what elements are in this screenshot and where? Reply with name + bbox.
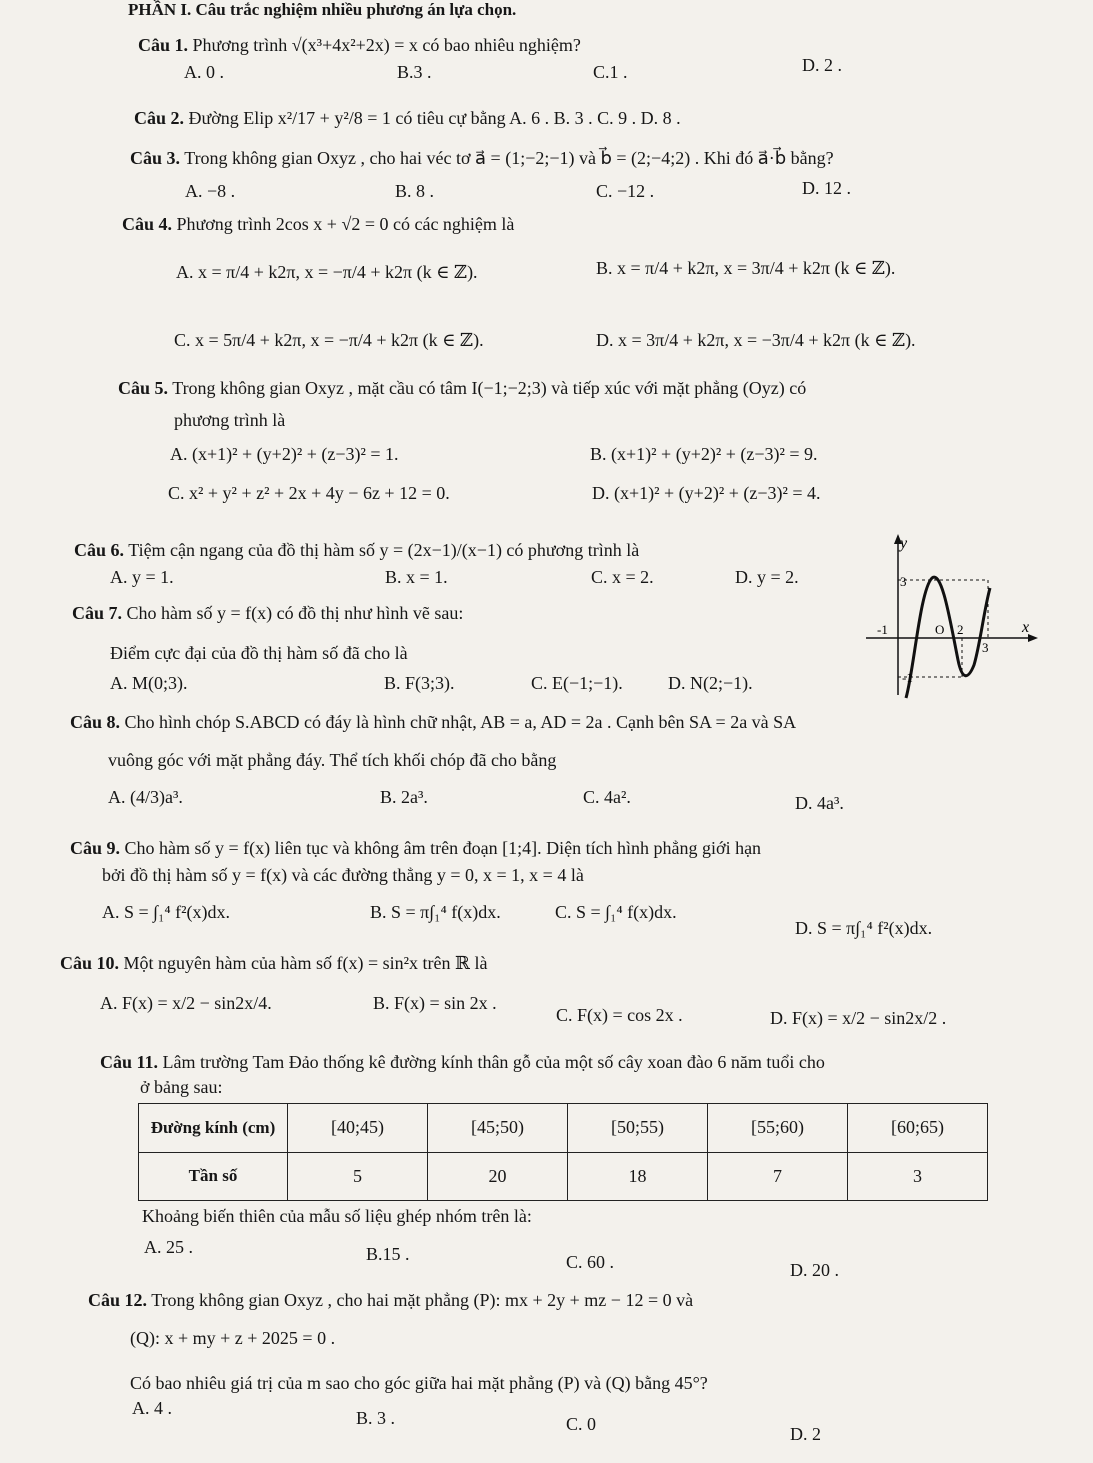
question-10 xyxy=(60,953,487,974)
question-11-text-line3: Khoảng biến thiên của mẫu số liệu ghép nhóm trên là: xyxy=(142,1206,532,1226)
question-11 xyxy=(100,1052,825,1073)
q9-option-a: A. S = ∫₁⁴ f²(x)dx. xyxy=(102,902,231,922)
q6-option-a: A. y = 1. xyxy=(110,567,174,587)
table-cell-freq: 7 xyxy=(708,1152,848,1201)
question-8-text: Cho hình chóp S.ABCD có đáy là hình chữ nhật, AB = a, AD = 2a . Cạnh bên SA = 2a và SA xyxy=(124,712,797,732)
q3-option-b: B. 8 . xyxy=(395,181,435,201)
question-12-text-line2: (Q): x + my + z + 2025 = 0 . xyxy=(130,1328,336,1348)
question-7-number: Câu 7. xyxy=(72,603,123,623)
q11-option-b: B.15 . xyxy=(366,1244,410,1264)
q8-option-a: A. (4/3)a³. xyxy=(108,787,183,807)
question-9 xyxy=(70,838,761,859)
table-cell-freq: 3 xyxy=(848,1152,988,1201)
question-9-number: Câu 9. xyxy=(70,838,121,858)
question-12-text-line3: Có bao nhiêu giá trị của m sao cho góc giữa hai mặt phẳng (P) và (Q) bằng 45°? xyxy=(130,1373,708,1393)
graph-tick-y-neg1: -1 xyxy=(902,670,913,685)
graph-x-label: x xyxy=(1022,619,1030,636)
graph-tick-x-neg1: -1 xyxy=(877,622,888,637)
q3-option-a: A. −8 . xyxy=(185,181,236,201)
question-3 xyxy=(130,148,834,169)
question-8-text-line2: vuông góc với mặt phẳng đáy. Thể tích khối chóp đã cho bằng xyxy=(108,750,557,770)
question-2-text: Đường Elip x²/17 + y²/8 = 1 có tiêu cự bằng A. 6 . B. 3 . C. 9 . D. 8 . xyxy=(188,108,681,128)
q1-option-b: B.3 . xyxy=(397,62,432,82)
q4-option-d: D. x = 3π/4 + k2π, x = −3π/4 + k2π (k ∈ ℤ). xyxy=(596,330,916,350)
q11-option-c: C. 60 . xyxy=(566,1252,615,1272)
question-3-number: Câu 3. xyxy=(130,148,181,168)
question-5 xyxy=(118,378,806,399)
question-6-number: Câu 6. xyxy=(74,540,125,560)
q9-option-b: B. S = π∫₁⁴ f(x)dx. xyxy=(370,902,501,922)
graph-tick-y3: 3 xyxy=(900,574,907,589)
question-1 xyxy=(138,35,581,56)
q5-option-a: A. (x+1)² + (y+2)² + (z−3)² = 1. xyxy=(170,444,399,464)
question-11-text: Lâm trường Tam Đảo thống kê đường kính thân gỗ của một số cây xoan đào 6 năm tuổi cho xyxy=(162,1052,825,1072)
q12-option-c: C. 0 xyxy=(566,1414,597,1434)
table-cell-class: [45;50) xyxy=(428,1104,568,1153)
q12-option-a: A. 4 . xyxy=(132,1398,172,1418)
q11-option-a: A. 25 . xyxy=(144,1237,193,1257)
q6-option-b: B. x = 1. xyxy=(385,567,448,587)
graph-tick-x2: 2 xyxy=(957,622,964,637)
table-header-frequency: Tần số xyxy=(139,1152,288,1201)
table-cell-freq: 5 xyxy=(288,1152,428,1201)
q9-option-d: D. S = π∫₁⁴ f²(x)dx. xyxy=(795,918,933,938)
q6-option-d: D. y = 2. xyxy=(735,567,799,587)
table-cell-class: [50;55) xyxy=(568,1104,708,1153)
q1-option-a: A. 0 . xyxy=(184,62,224,82)
question-8 xyxy=(70,712,796,733)
q4-option-c: C. x = 5π/4 + k2π, x = −π/4 + k2π (k ∈ ℤ). xyxy=(174,330,484,350)
section-header: PHẦN I. Câu trắc nghiệm nhiều phương án lựa chọn. xyxy=(128,0,517,19)
question-2 xyxy=(134,108,681,129)
question-12-text: Trong không gian Oxyz , cho hai mặt phẳng (P): mx + 2y + mz − 12 = 0 và xyxy=(151,1290,694,1310)
q3-option-c: C. −12 . xyxy=(596,181,655,201)
table-header-diameter: Đường kính (cm) xyxy=(139,1104,288,1153)
table-cell-freq: 20 xyxy=(428,1152,568,1201)
q12-option-b: B. 3 . xyxy=(356,1408,396,1428)
question-9-text: Cho hàm số y = f(x) liên tục và không âm trên đoạn [1;4]. Diện tích hình phẳng giới hạn xyxy=(124,838,762,858)
question-7 xyxy=(72,603,463,624)
frequency-table xyxy=(138,1103,988,1201)
question-10-number: Câu 10. xyxy=(60,953,120,973)
graph-tick-x3: 3 xyxy=(982,640,989,655)
q10-option-d: D. F(x) = x/2 − sin2x/2 . xyxy=(770,1008,947,1028)
q11-option-d: D. 20 . xyxy=(790,1260,839,1280)
q5-option-d: D. (x+1)² + (y+2)² + (z−3)² = 4. xyxy=(592,483,821,503)
q1-option-c: C.1 . xyxy=(593,62,628,82)
question-11-text-line2: ở bảng sau: xyxy=(140,1077,223,1097)
graph-origin-label: O xyxy=(935,622,945,637)
q7-option-a: A. M(0;3). xyxy=(110,673,188,693)
question-2-number: Câu 2. xyxy=(134,108,185,128)
question-8-number: Câu 8. xyxy=(70,712,121,732)
table-cell-class: [60;65) xyxy=(848,1104,988,1153)
q7-option-c: C. E(−1;−1). xyxy=(531,673,623,693)
q10-option-b: B. F(x) = sin 2x . xyxy=(373,993,497,1013)
q8-option-d: D. 4a³. xyxy=(795,793,844,813)
q8-option-c: C. 4a². xyxy=(583,787,631,807)
q5-option-b: B. (x+1)² + (y+2)² + (z−3)² = 9. xyxy=(590,444,818,464)
table-row xyxy=(139,1104,988,1153)
question-4-text: Phương trình 2cos x + √2 = 0 có các nghiệm là xyxy=(176,214,515,234)
question-6-text: Tiệm cận ngang của đồ thị hàm số y = (2x−1)/(x−1) có phương trình là xyxy=(128,540,640,560)
table-row xyxy=(139,1152,988,1201)
q10-option-a: A. F(x) = x/2 − sin2x/4. xyxy=(100,993,272,1013)
question-11-number: Câu 11. xyxy=(100,1052,159,1072)
q7-option-d: D. N(2;−1). xyxy=(668,673,753,693)
question-3-text: Trong không gian Oxyz , cho hai véc tơ a⃗ = (1;−2;−1) và b⃗ = (2;−4;2) . Khi đó a⃗·b⃗ bằng? xyxy=(184,148,834,168)
q4-option-b: B. x = π/4 + k2π, x = 3π/4 + k2π (k ∈ ℤ). xyxy=(596,258,896,278)
question-12-number: Câu 12. xyxy=(88,1290,148,1310)
q3-option-d: D. 12 . xyxy=(802,178,851,198)
question-5-number: Câu 5. xyxy=(118,378,169,398)
question-9-text-line2: bởi đồ thị hàm số y = f(x) và các đường thẳng y = 0, x = 1, x = 4 là xyxy=(102,865,584,885)
table-cell-class: [40;45) xyxy=(288,1104,428,1153)
question-7-text-line2: Điểm cực đại của đồ thị hàm số đã cho là xyxy=(110,643,408,663)
question-1-text: Phương trình √(x³+4x²+2x) = x có bao nhiêu nghiệm? xyxy=(192,35,581,55)
question-5-text-line2: phương trình là xyxy=(174,410,286,430)
graph-y-label: y xyxy=(900,535,908,552)
q6-option-c: C. x = 2. xyxy=(591,567,654,587)
q8-option-b: B. 2a³. xyxy=(380,787,428,807)
question-6 xyxy=(74,540,639,561)
q9-option-c: C. S = ∫₁⁴ f(x)dx. xyxy=(555,902,677,922)
table-cell-freq: 18 xyxy=(568,1152,708,1201)
question-7-text: Cho hàm số y = f(x) có đồ thị như hình vẽ sau: xyxy=(126,603,464,623)
graph-x-arrow xyxy=(1028,634,1038,642)
table-cell-class: [55;60) xyxy=(708,1104,848,1153)
q12-option-d: D. 2 xyxy=(790,1424,821,1444)
question-12 xyxy=(88,1290,693,1311)
question-4-number: Câu 4. xyxy=(122,214,173,234)
q4-option-a: A. x = π/4 + k2π, x = −π/4 + k2π (k ∈ ℤ). xyxy=(176,262,478,282)
q5-option-c: C. x² + y² + z² + 2x + 4y − 6z + 12 = 0. xyxy=(168,483,450,503)
q10-option-c: C. F(x) = cos 2x . xyxy=(556,1005,683,1025)
question-1-number: Câu 1. xyxy=(138,35,189,55)
q1-option-d: D. 2 . xyxy=(802,55,842,75)
q7-option-b: B. F(3;3). xyxy=(384,673,455,693)
function-graph xyxy=(862,530,1042,700)
question-4 xyxy=(122,214,514,235)
question-5-text: Trong không gian Oxyz , mặt cầu có tâm I(−1;−2;3) và tiếp xúc với mặt phẳng (Oyz) có xyxy=(172,378,807,398)
question-10-text: Một nguyên hàm của hàm số f(x) = sin²x trên ℝ là xyxy=(123,953,488,973)
